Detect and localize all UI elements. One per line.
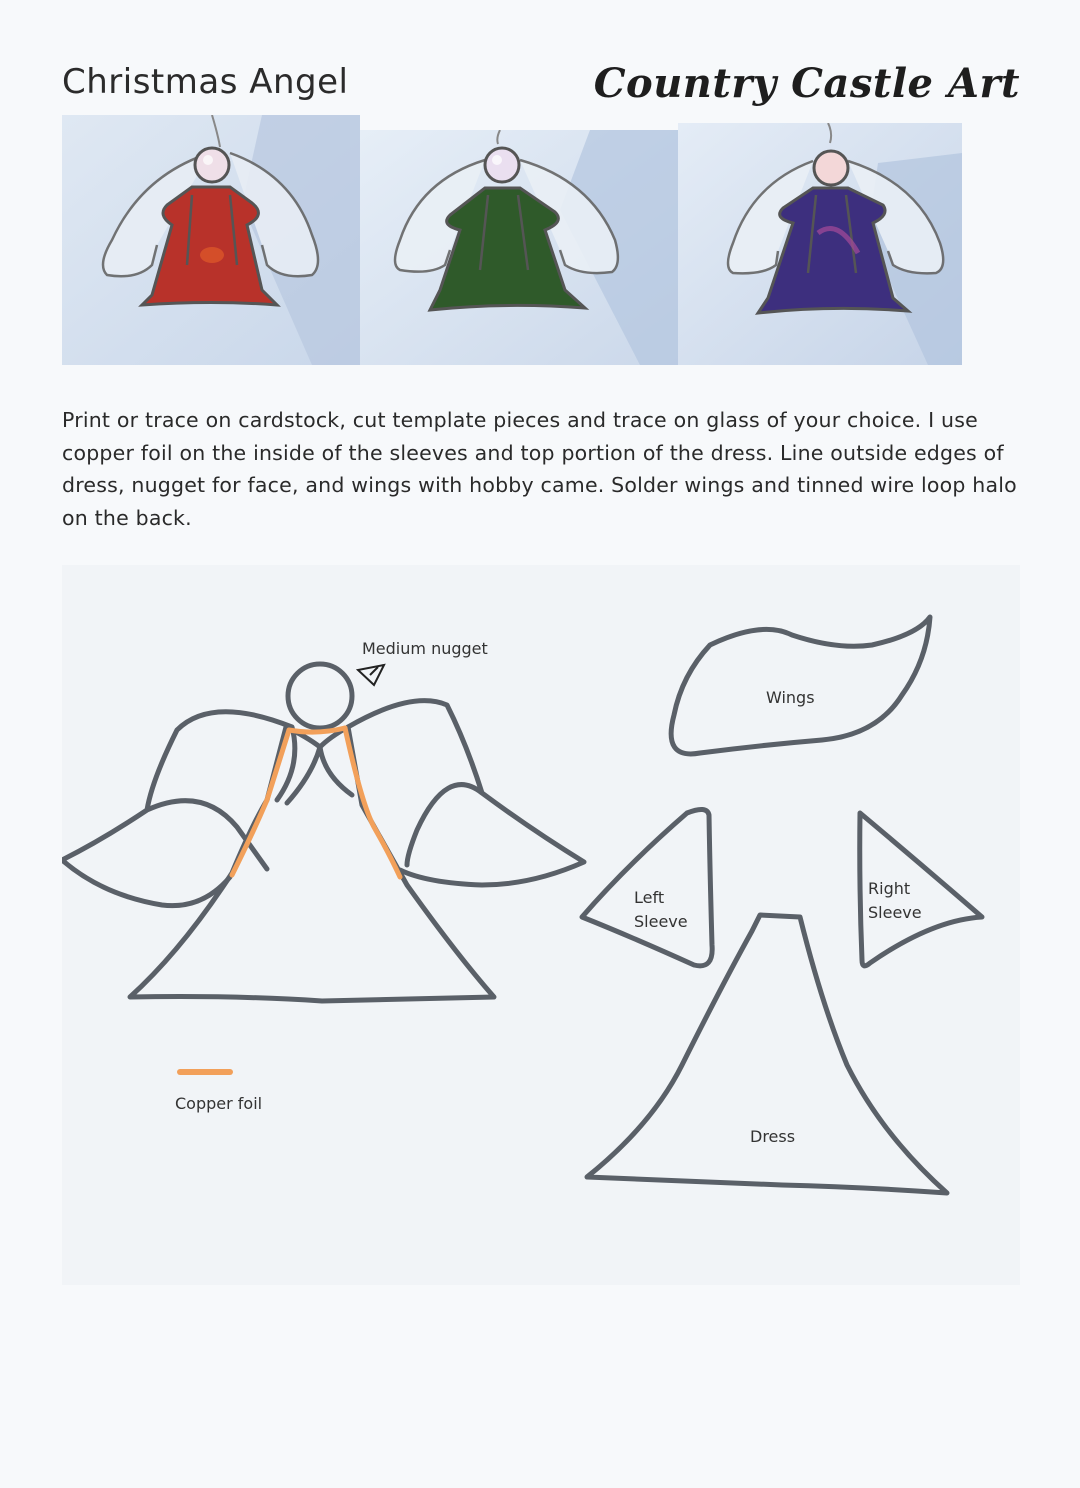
dress-label: Dress xyxy=(750,1127,796,1146)
page-title: Christmas Angel xyxy=(62,62,349,102)
right-sleeve-label-line2: Sleeve xyxy=(868,903,922,922)
pattern-template xyxy=(62,565,1020,1285)
wings-label: Wings xyxy=(766,688,815,707)
medium-nugget-label: Medium nugget xyxy=(362,639,488,658)
nugget-arrow-icon xyxy=(358,665,384,685)
assembled-angel xyxy=(62,664,584,1001)
angel-photo-strip xyxy=(62,115,962,365)
nugget-head xyxy=(288,664,352,728)
red-angel-photo xyxy=(62,115,360,365)
left-sleeve-label-line1: Left xyxy=(634,888,665,907)
green-angel-photo xyxy=(360,130,678,365)
dress-piece xyxy=(587,915,947,1193)
brand-logo-text: Country Castle Art xyxy=(593,60,1020,107)
pattern-drawing xyxy=(62,565,1020,1285)
left-sleeve-label-line2: Sleeve xyxy=(634,912,688,931)
right-wing xyxy=(348,701,584,885)
copper-foil-left xyxy=(232,730,289,875)
purple-angel-photo xyxy=(678,123,962,365)
copper-foil-legend-label: Copper foil xyxy=(175,1094,263,1113)
instructions-text: Print or trace on cardstock, cut template pieces and trace on glass of your choice. I use copper foil on the inside of the sleeves and top portion of the dress. Line outside edges of dress, nugget for face, and wings with hobby came. Solder wings and tinned wire loop halo on the back. xyxy=(62,408,1017,530)
right-sleeve-label-line1: Right xyxy=(868,879,911,898)
